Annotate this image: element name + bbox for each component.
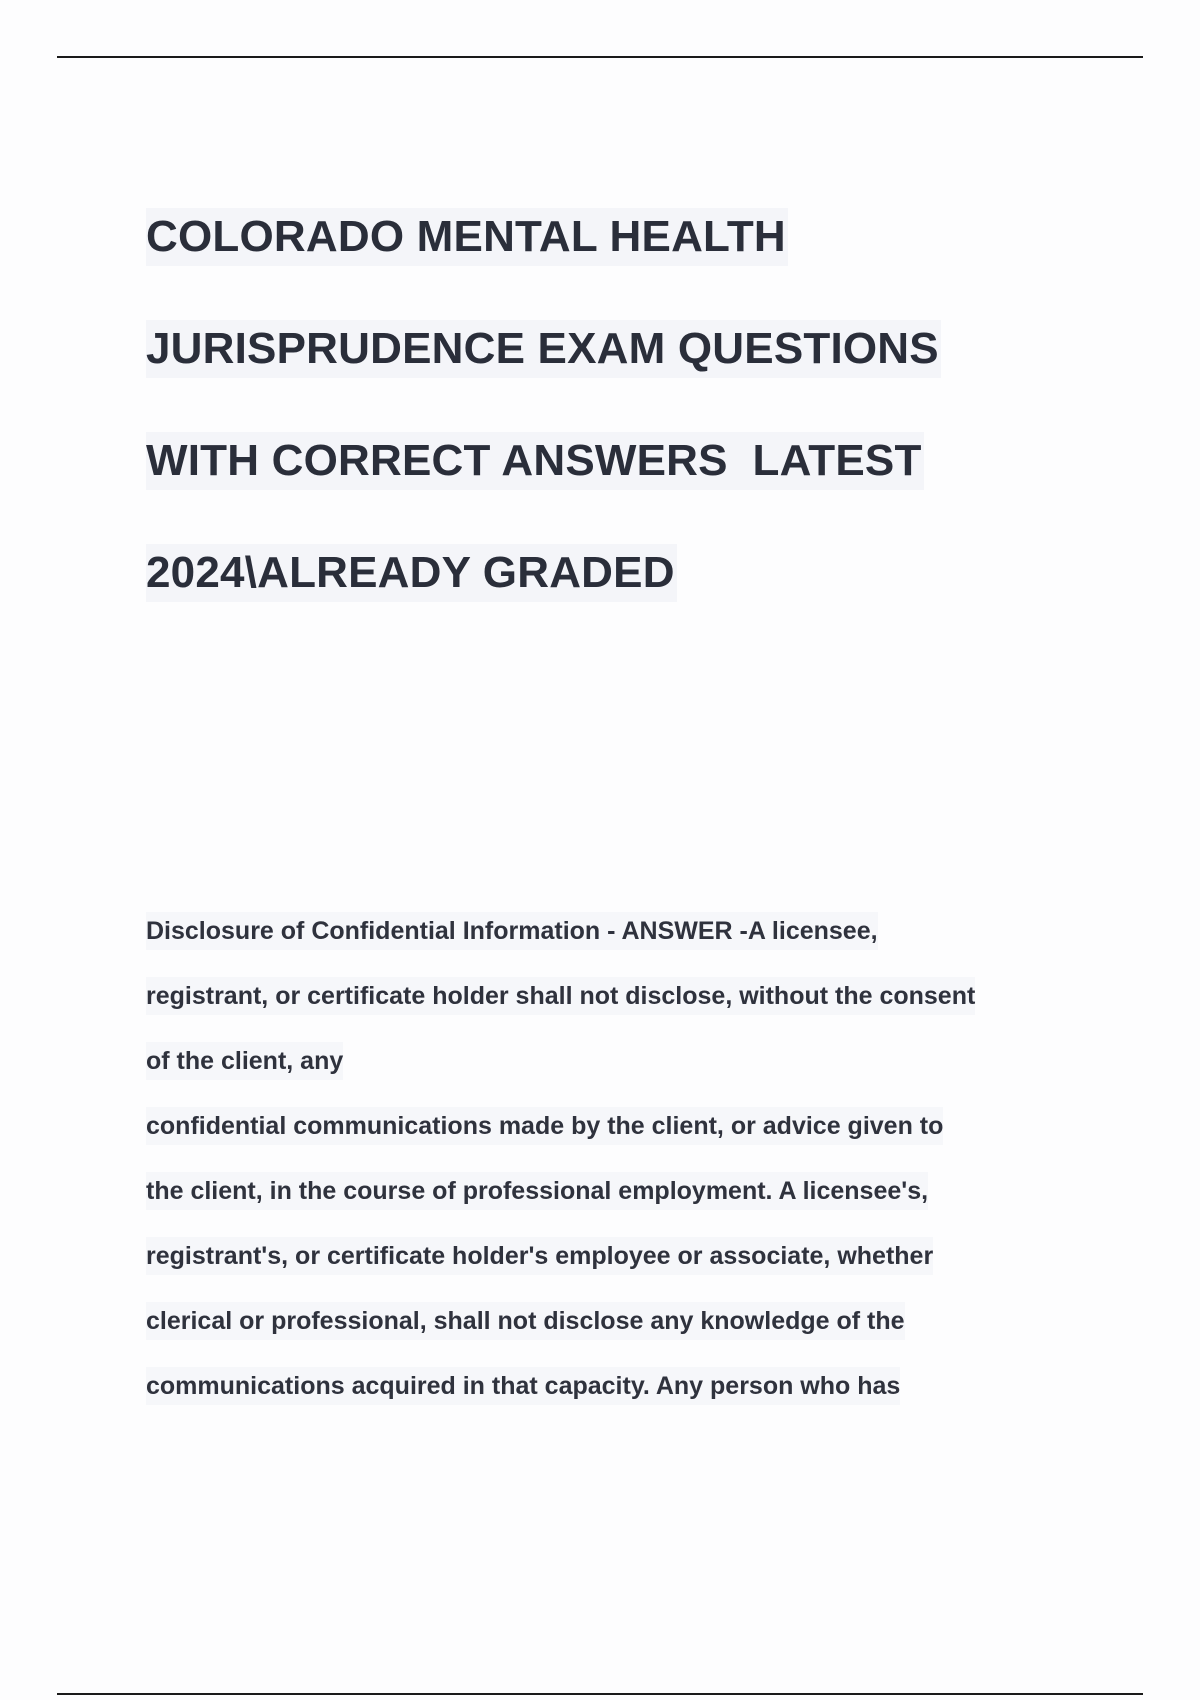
bottom-rule xyxy=(57,1693,1143,1695)
title-text: COLORADO MENTAL HEALTH xyxy=(146,208,788,266)
body-line xyxy=(146,1042,1146,1107)
title-text: JURISPRUDENCE EXAM QUESTIONS xyxy=(146,320,941,378)
body-line xyxy=(146,912,1146,977)
document-title xyxy=(146,208,1146,656)
body-text: registrant, or certificate holder shall not disclose, without the consent xyxy=(146,977,975,1015)
body-text: Disclosure of Confidential Information - ANSWER -A licensee, xyxy=(146,912,878,950)
body-text: communications acquired in that capacity. Any person who has xyxy=(146,1367,900,1405)
title-text: WITH CORRECT ANSWERS LATEST xyxy=(146,432,924,490)
body-line xyxy=(146,1367,1146,1432)
body-text: of the client, any xyxy=(146,1042,343,1080)
title-line xyxy=(146,544,1146,656)
question-answer-text xyxy=(146,912,1146,1432)
body-text: the client, in the course of professional employment. A licensee's, xyxy=(146,1172,928,1210)
body-line xyxy=(146,1172,1146,1237)
body-line xyxy=(146,1302,1146,1367)
body-text: confidential communications made by the client, or advice given to xyxy=(146,1107,943,1145)
body-line xyxy=(146,1237,1146,1302)
body-line xyxy=(146,1107,1146,1172)
body-text: clerical or professional, shall not disclose any knowledge of the xyxy=(146,1302,905,1340)
body-line xyxy=(146,977,1146,1042)
title-text: 2024\ALREADY GRADED xyxy=(146,544,677,602)
title-line xyxy=(146,432,1146,544)
title-line xyxy=(146,320,1146,432)
top-rule xyxy=(57,56,1143,58)
title-line xyxy=(146,208,1146,320)
body-text: registrant's, or certificate holder's employee or associate, whether xyxy=(146,1237,933,1275)
